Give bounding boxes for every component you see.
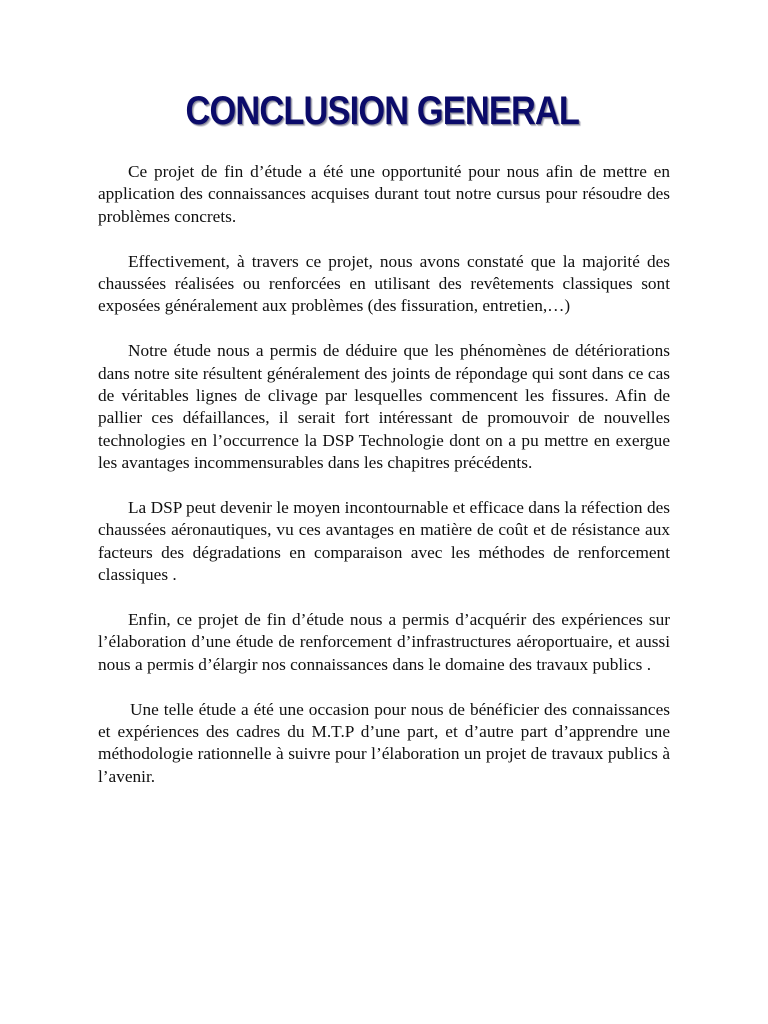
paragraph-3: Notre étude nous a permis de déduire que les phénomènes de détériorations dans notre site résultent généralement des joints de répondage qui sont dans ce cas de véritables lignes de clivage par lesquelles commencent les fissures. Afin de pallier ces défaillances, il serait fort intéressant de promouvoir de nouvelles technologies en l’occurrence la DSP Technologie dont on a pu mettre en exergue les avantages incommensurables dans les chapitres précédents. xyxy=(98,341,670,473)
page-title: CONCLUSION GENERAL xyxy=(185,89,580,133)
document-body xyxy=(98,161,670,811)
paragraph-4: La DSP peut devenir le moyen incontournable et efficace dans la réfection des chaussées aéronautiques, vu ces avantages en matière de coût et de résistance aux facteurs des dégradations en comparaison avec les méthodes de renforcement classiques . xyxy=(98,498,670,585)
paragraph-5: Enfin, ce projet de fin d’étude nous a permis d’acquérir des expériences sur l’élaboration d’une étude de renforcement d’infrastructures aéroportuaire, et aussi nous a permis d’élargir nos connaissances dans le domaine des travaux publics . xyxy=(98,610,670,674)
paragraph-6: Une telle étude a été une occasion pour nous de bénéficier des connaissances et expériences des cadres du M.T.P d’une part, et d’autre part d’apprendre une méthodologie rationnelle à suivre pour l’élaboration un projet de travaux publics à l’avenir. xyxy=(98,699,670,786)
paragraph-2: Effectivement, à travers ce projet, nous avons constaté que la majorité des chaussées réalisées ou renforcées en utilisant des revêtements classiques sont exposées généralement aux problèmes (des fissuration, entretien,…) xyxy=(98,251,670,316)
paragraph-1: Ce projet de fin d’étude a été une opportunité pour nous afin de mettre en application des connaissances acquises durant tout notre cursus pour résoudre des problèmes concrets. xyxy=(98,162,670,226)
